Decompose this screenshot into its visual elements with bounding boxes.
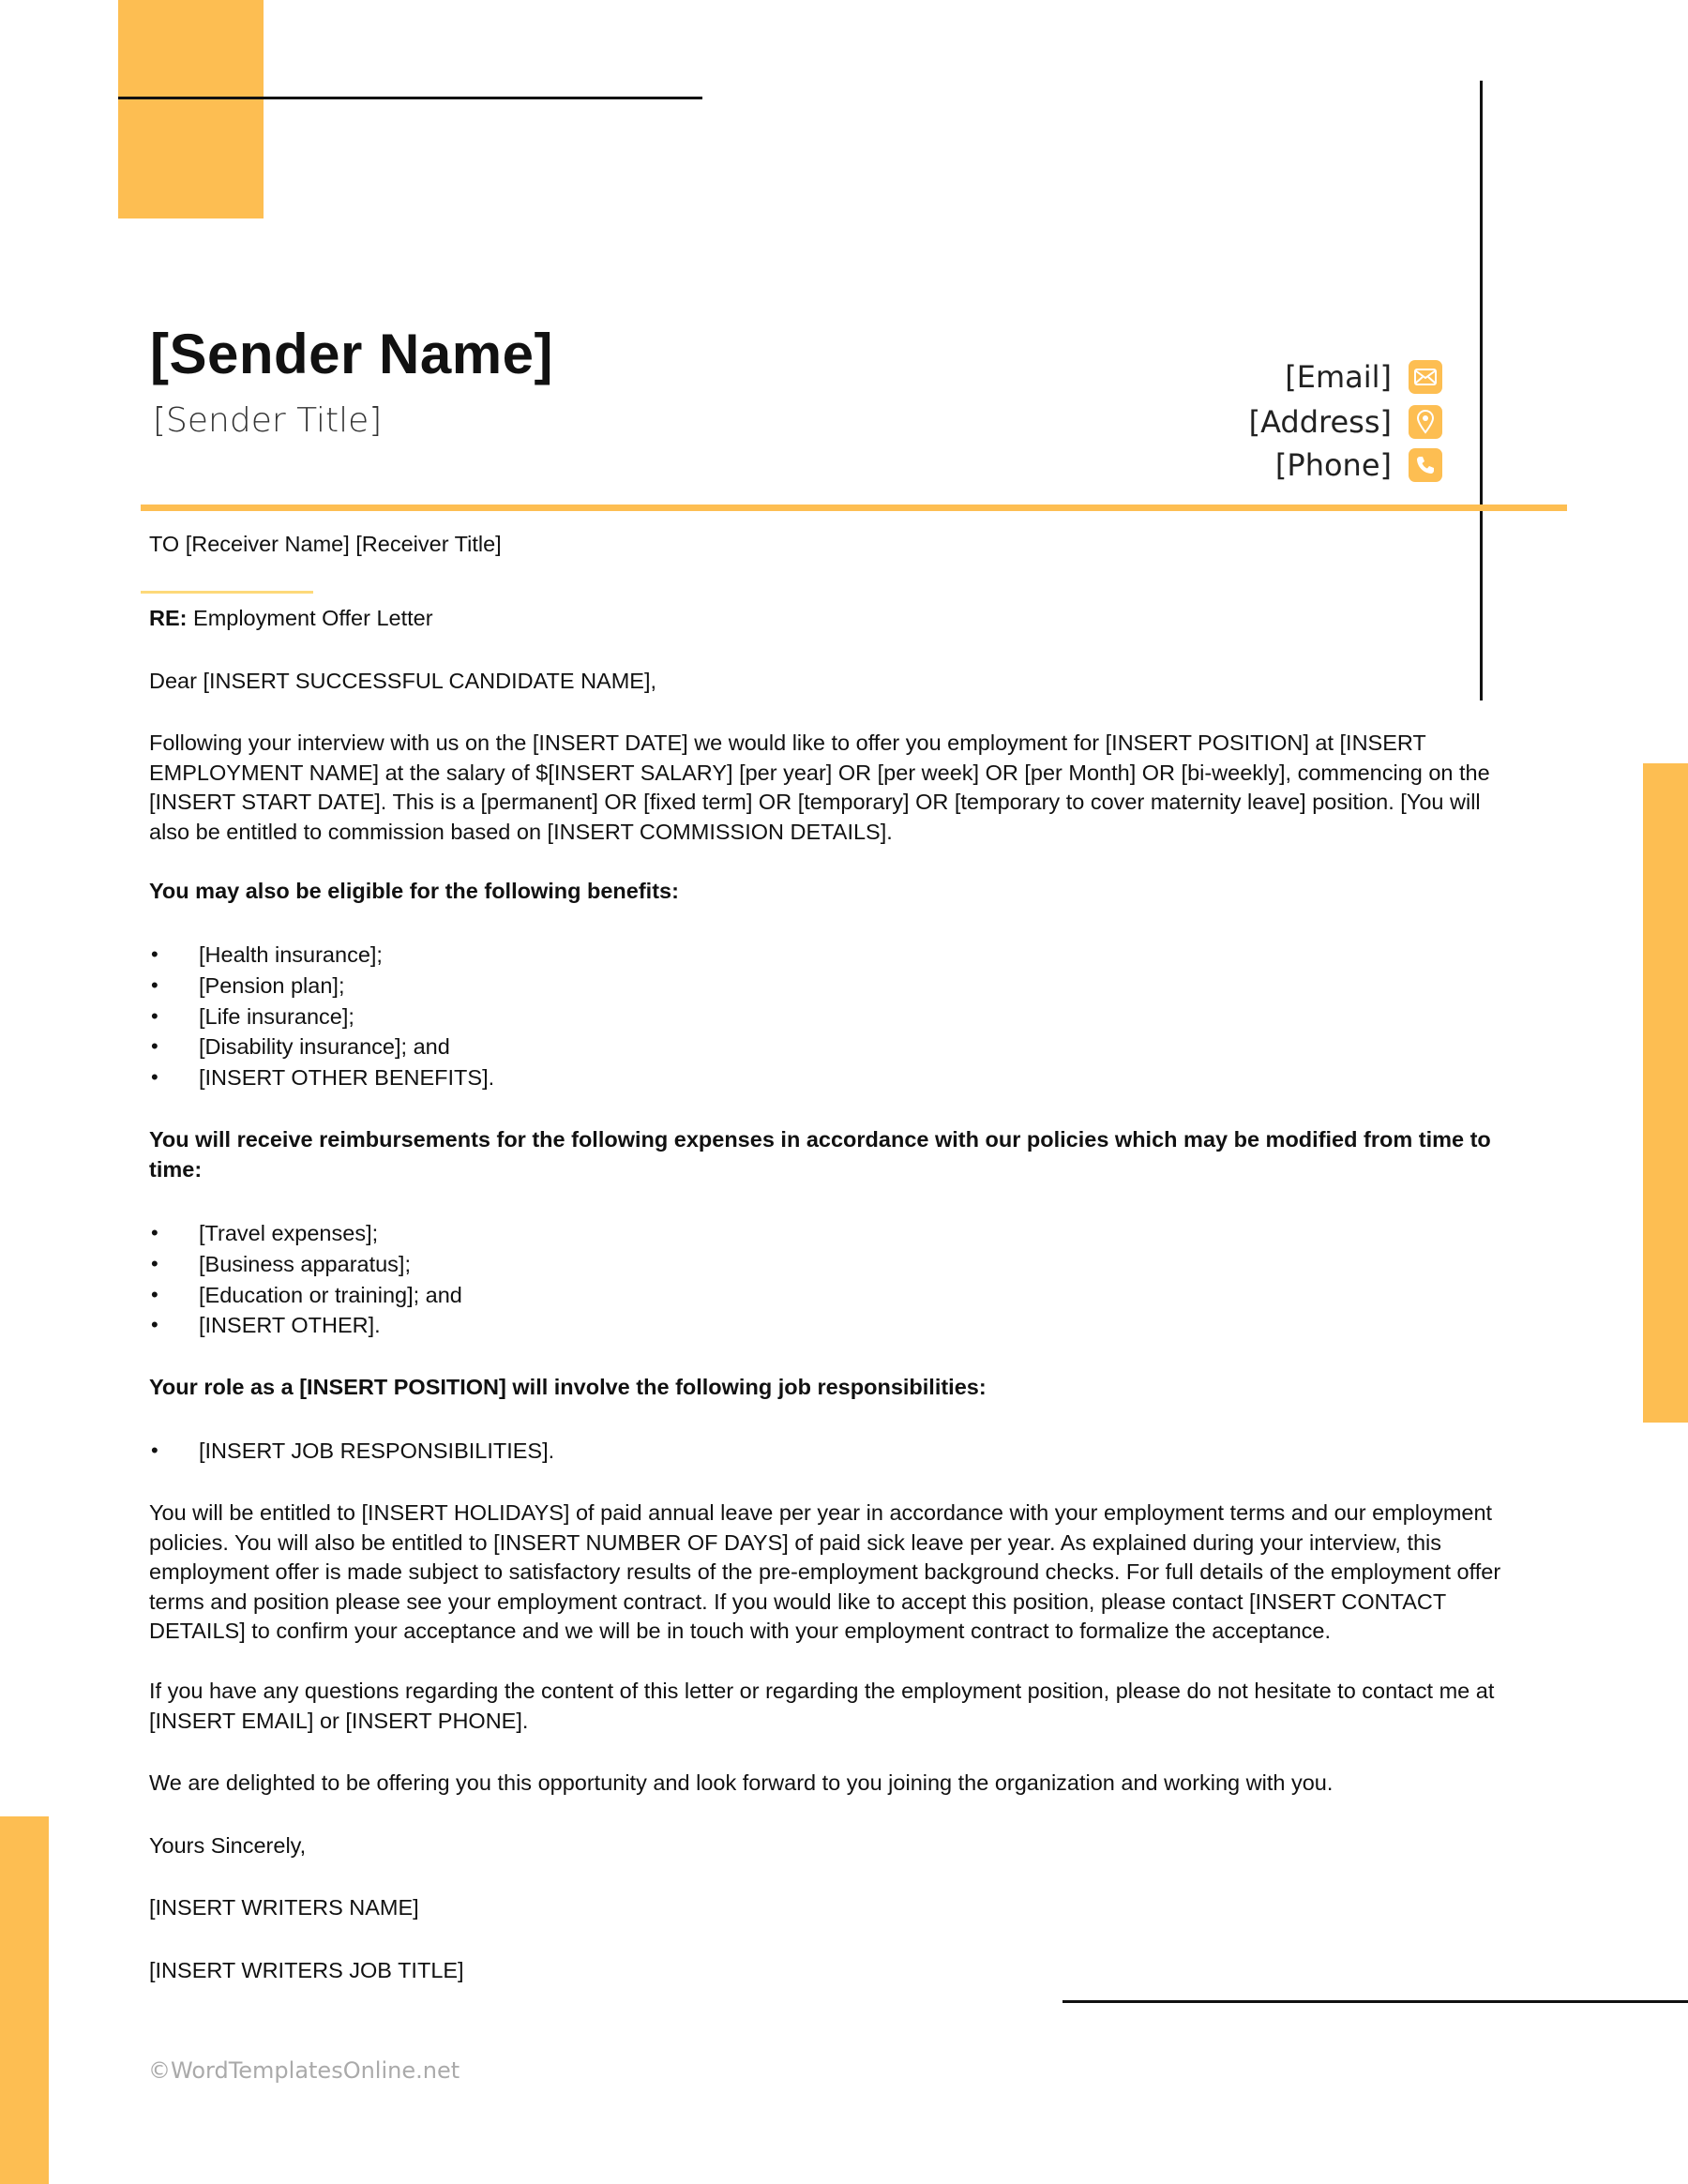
bottom-left-orange-bar	[0, 1816, 49, 2184]
list-item: • [Education or training]; and	[149, 1280, 1518, 1311]
list-item: • [INSERT OTHER BENEFITS].	[149, 1062, 1518, 1093]
list-item: • [Life insurance];	[149, 1002, 1518, 1032]
bottom-right-rule	[1063, 2000, 1688, 2003]
sender-title: [Sender Title]	[153, 401, 383, 440]
sender-name: [Sender Name]	[150, 323, 553, 385]
mail-icon	[1409, 360, 1442, 394]
contact-address	[1249, 404, 1442, 440]
address-text: [Address]	[1248, 404, 1392, 440]
intro-paragraph: Following your interview with us on the [INSERT DATE] we would like to offer you employment for [INSERT POSITION] at [INSERT EMPLOYMENT NAME] at the salary of $[INSERT SALARY] [per year] OR [per week] OR [per Month] OR [bi-weekly], commencing on the [INSERT START DATE]. This is a [permanent] OR [fixed term] OR [temporary] OR [temporary to cover maternity leave] position. [You will also be entitled to commission based on [INSERT COMMISSION DETAILS].	[149, 731, 1490, 844]
email-text: [Email]	[1285, 359, 1392, 395]
list-item: • [INSERT JOB RESPONSIBILITIES].	[149, 1436, 1518, 1467]
top-horizontal-rule	[118, 97, 702, 99]
benefits-list	[149, 940, 1518, 1093]
header-divider	[141, 505, 1567, 511]
list-item: • [Business apparatus];	[149, 1249, 1518, 1280]
contact-phone	[1275, 447, 1442, 483]
responsibilities-list	[149, 1436, 1518, 1467]
signoff: Yours Sincerely,	[149, 1833, 307, 1858]
leave-paragraph: You will be entitled to [INSERT HOLIDAYS] of paid annual leave per year in accordance with your employment terms and our employment policies. You will also be entitled to [INSERT NUMBER OF DAYS] of paid sick leave per year. As explained during your interview, this employment offer is made subject to satisfactory results of the pre-employment background checks. For full details of the employment offer terms and position please see your employment contract. If you would like to accept this position, please contact [INSERT CONTACT DETAILS] to confirm your acceptance and we will be in touch with your employment contract to formalize the acceptance.	[149, 1500, 1501, 1643]
re-subject: Employment Offer Letter	[187, 606, 433, 630]
greeting: Dear [INSERT SUCCESSFUL CANDIDATE NAME],	[149, 669, 657, 693]
contact-email	[1285, 359, 1442, 395]
footer-credit: ©WordTemplatesOnline.net	[148, 2057, 460, 2084]
list-item: • [Disability insurance]; and	[149, 1032, 1518, 1062]
right-orange-bar	[1643, 763, 1688, 1423]
writer-name: [INSERT WRITERS NAME]	[149, 1895, 419, 1920]
list-item: • [INSERT OTHER].	[149, 1310, 1518, 1341]
re-label: RE:	[149, 606, 188, 630]
closing-paragraph: We are delighted to be offering you this opportunity and look forward to you joining the organization and working with you.	[149, 1770, 1334, 1795]
re-line	[149, 604, 1518, 634]
list-item: • [Health insurance];	[149, 940, 1518, 971]
list-item: • [Pension plan];	[149, 971, 1518, 1002]
reimbursements-list	[149, 1218, 1518, 1341]
benefits-heading: You may also be eligible for the following benefits:	[149, 879, 679, 903]
location-pin-icon	[1409, 405, 1442, 439]
role-heading: Your role as a [INSERT POSITION] will involve the following job responsibilities:	[149, 1375, 987, 1399]
phone-icon	[1409, 448, 1442, 482]
reimbursements-heading: You will receive reimbursements for the following expenses in accordance with our policies which may be modified from time to time:	[149, 1127, 1491, 1182]
top-left-orange-block	[118, 0, 264, 218]
to-underline	[141, 591, 313, 594]
to-line: TO [Receiver Name] [Receiver Title]	[149, 532, 502, 556]
list-item: • [Travel expenses];	[149, 1218, 1518, 1249]
questions-paragraph: If you have any questions regarding the content of this letter or regarding the employment position, please do not hesitate to contact me at [INSERT EMAIL] or [INSERT PHONE].	[149, 1679, 1495, 1733]
writer-title: [INSERT WRITERS JOB TITLE]	[149, 1958, 464, 1982]
phone-text: [Phone]	[1274, 447, 1392, 483]
